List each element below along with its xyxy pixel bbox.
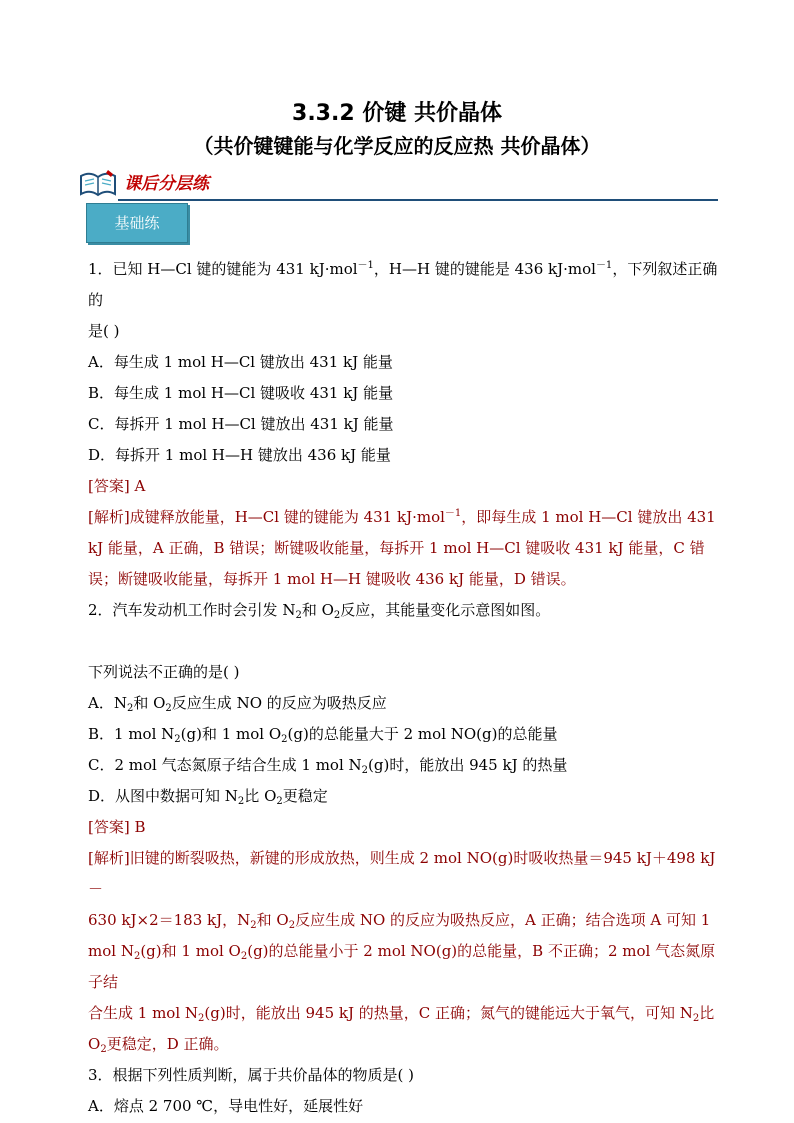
q2-analysis-line3: mol $N_2(g)$和 1 mol $O_2(g)$的总能量小于 2 mol NO(g)的总能量，B 不正确；2 mol 气态氮原子结 (88, 942, 716, 991)
q1-stem-cont: 是( ) (88, 322, 120, 340)
figure-placeholder (88, 626, 724, 657)
page-title: 3.3.2 价键 共价晶体 (292, 101, 502, 126)
q1-analysis-line3: 误；断键吸收能量，每拆开 1 mol H—H 键吸收 436 kJ 能量，D 错误。 (88, 570, 576, 588)
q1-option-a: A．每生成 1 mol H—Cl 键放出 431 kJ 能量 (88, 353, 393, 371)
q1-analysis-line1: [解析]成键释放能量，H—Cl 键的键能为 431 kJ·mol$^{-1}$，即每生成 1 mol H—Cl 键放出 431 (88, 508, 716, 526)
q1-analysis-line2: kJ 能量，A 正确，B 错误；断键吸收能量，每拆开 1 mol H—Cl 键吸收 431 kJ 能量，C 错 (88, 539, 705, 557)
q2-analysis-line2: 630 kJ×2＝183 kJ，$N_2$和 $O_2$反应生成 NO 的反应为吸热反应，A 正确；结合选项 A 可知 1 (88, 911, 711, 931)
q1-option-c: C．每拆开 1 mol H—Cl 键放出 431 kJ 能量 (88, 415, 394, 433)
level-badge: 基础练 (86, 203, 188, 243)
q2-stem: 2．汽车发动机工作时会引发 $N_2$和 $O_2$反应，其能量变化示意图如图。 (88, 601, 551, 621)
q2-analysis-line5: $O_2$更稳定，D 正确。 (88, 1035, 229, 1055)
q3-stem: 3．根据下列性质判断，属于共价晶体的物质是( ) (88, 1066, 415, 1084)
section-label: 课后分层练 (124, 174, 209, 194)
section-divider (118, 199, 718, 201)
q2-answer: [答案] B (88, 818, 146, 836)
book-icon (78, 168, 118, 198)
q2-analysis-line1: [解析]旧键的断裂吸热，新键的形成放热，则生成 2 mol NO(g)时吸收热量＝945 kJ＋498 kJ－ (88, 849, 716, 898)
q2-option-d: D．从图中数据可知 $N_2$比 $O_2$更稳定 (88, 787, 328, 807)
q2-analysis-line4: 合生成 1 mol $N_2(g)$时，能放出 945 kJ 的热量，C 正确；氮气的键能远大于氧气，可知 $N_2$比 (88, 1004, 715, 1024)
q2-option-c: C．2 mol 气态氮原子结合生成 1 mol $N_2(g)$时，能放出 945 kJ 的热量 (88, 756, 568, 776)
q2-question: 下列说法不正确的是( ) (88, 663, 240, 681)
q1-stem: 1．已知 H—Cl 键的键能为 431 kJ·mol$^{-1}$，H—H 键的键能是 436 kJ·mol$^{-1}$，下列叙述正确的 (88, 260, 718, 309)
q1-option-d: D．每拆开 1 mol H—H 键放出 436 kJ 能量 (88, 446, 391, 464)
section-header (78, 166, 718, 198)
q2-option-a: A．$N_2$和 $O_2$反应生成 NO 的反应为吸热反应 (88, 694, 387, 714)
q2-option-b: B．1 mol $N_2(g)$和 1 mol $O_2(g)$的总能量大于 2 mol NO(g)的总能量 (88, 725, 558, 745)
q3-option-a: A．熔点 2 700 ℃，导电性好，延展性好 (88, 1097, 364, 1115)
q1-option-b: B．每生成 1 mol H—Cl 键吸收 431 kJ 能量 (88, 384, 394, 402)
q1-answer: [答案] A (88, 477, 146, 495)
page-subtitle: （共价键键能与化学反应的反应热 共价晶体） (193, 134, 601, 158)
question-content (88, 254, 724, 1122)
